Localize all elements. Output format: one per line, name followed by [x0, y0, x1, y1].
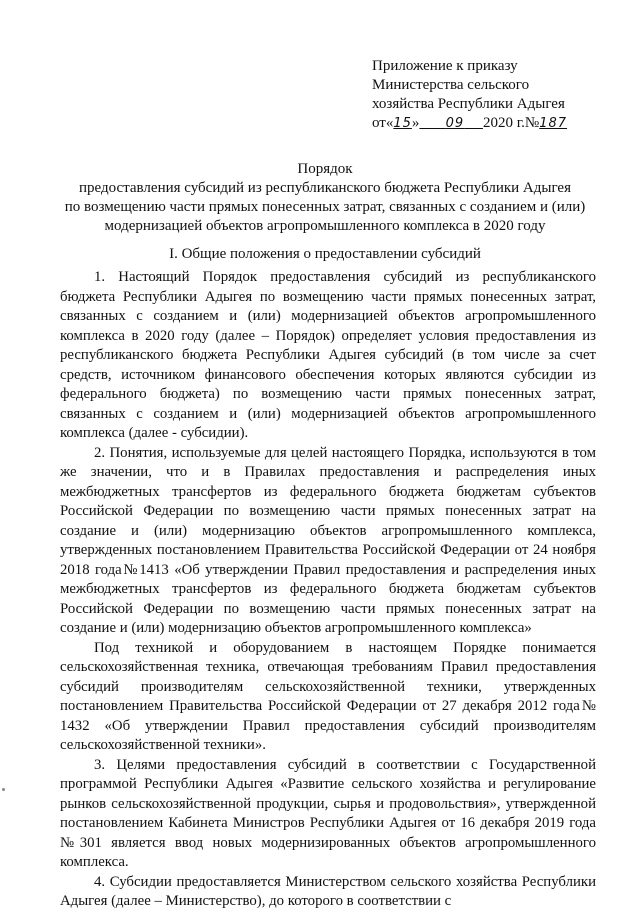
year-text: 2020 г.№: [482, 115, 540, 131]
handwritten-day: 15: [393, 116, 412, 131]
paragraph-1: 1. Настоящий Порядок предоставления субсидий из республиканского бюджета Республики Адыгея по возмещению части прямых понесенных затрат, связанных с созданием и (или) модернизацией объектов агропромышленного комплекса в 2020 году (далее – Порядок) определяет условия предоставления из республиканского бюджета Республики Адыгея субсидий (в том числе за счет средств, источником финансового обеспечения которых являются субсидии из федерального бюджета) по возмещению части прямых понесенных затрат, связанных с созданием и (или) модернизацией объектов агропромышленного комплекса (далее - субсидии).: [60, 269, 596, 441]
document-body: [60, 268, 596, 912]
margin-dot: [2, 788, 5, 791]
document-title: [60, 160, 590, 236]
paragraph-2: 2. Понятия, используемые для целей настоящего Порядка, используются в том же значении, что и в Правилах предоставления и распределения иных межбюджетных трансфертов из федерального бюджета бюджетам субъектов Российской Федерации по возмещению части прямых понесенных затрат на создание и (или) модернизацию объектов агропромышленного комплекса, утвержденных постановлением Правительства Российской Федерации от 24 ноября 2018 года№1413 «Об утверждении Правил предоставления и распределения иных межбюджетных трансфертов из федерального бюджета бюджетам субъектов Российской Федерации по возмещению части прямых понесенных затрат на создание и (или) модернизацию объектов агропромышленного комплекса»: [60, 444, 596, 636]
date-mid: »: [411, 115, 420, 131]
paragraph-3: Под техникой и оборудованием в настоящем Порядке понимается сельскохозяйственная техника, отвечающая требованиям Правил предоставления субсидий производителям сельскохозяйственной техники, утвержденных постановлением Правительства Российской Федерации от 27 декабря 2012 года№ 1432 «Об утверждении Правил предоставления субсидий производителям сельскохозяйственной техники».: [60, 639, 596, 753]
date-prefix: от«: [372, 115, 394, 131]
paragraph-5: 4. Субсидии предоставляется Министерством сельского хозяйства Республики Адыгея (далее – Министерство), до которого в соответствии с: [60, 873, 596, 909]
date-gap: [419, 114, 445, 133]
title-line-2: предоставления субсидий из республиканского бюджета Республики Адыгея: [79, 180, 571, 196]
appendix-line-1: Приложение к приказу: [372, 58, 518, 74]
appendix-date-line: [372, 114, 567, 133]
paragraph-4: 3. Целями предоставления субсидий в соответствии с Государственной программой Республики Адыгея «Развитие сельского хозяйства и регулирование рынков сельскохозяйственной продукции, сырья и продовольствия», утвержденной постановлением Кабинета Министров Республики Адыгея от 16 декабря 2019 года №301 является ввод новых модернизированных объектов агропромышленного комплекса.: [60, 756, 596, 870]
handwritten-number: 187: [539, 116, 568, 131]
month-gap: [464, 114, 483, 133]
appendix-line-2: Министерства сельского: [372, 77, 530, 93]
title-line-4: модернизацией объектов агропромышленного комплекса в 2020 году: [104, 218, 546, 234]
title-line-1: Порядок: [297, 161, 353, 177]
appendix-line-3: хозяйства Республики Адыгея: [372, 96, 565, 112]
handwritten-month: 09: [445, 116, 465, 131]
appendix-block: [372, 57, 567, 133]
section-heading: I. Общие положения о предоставлении субсидий: [169, 246, 481, 262]
title-line-3: по возмещению части прямых понесенных затрат, связанных с созданием и (или): [64, 199, 586, 215]
